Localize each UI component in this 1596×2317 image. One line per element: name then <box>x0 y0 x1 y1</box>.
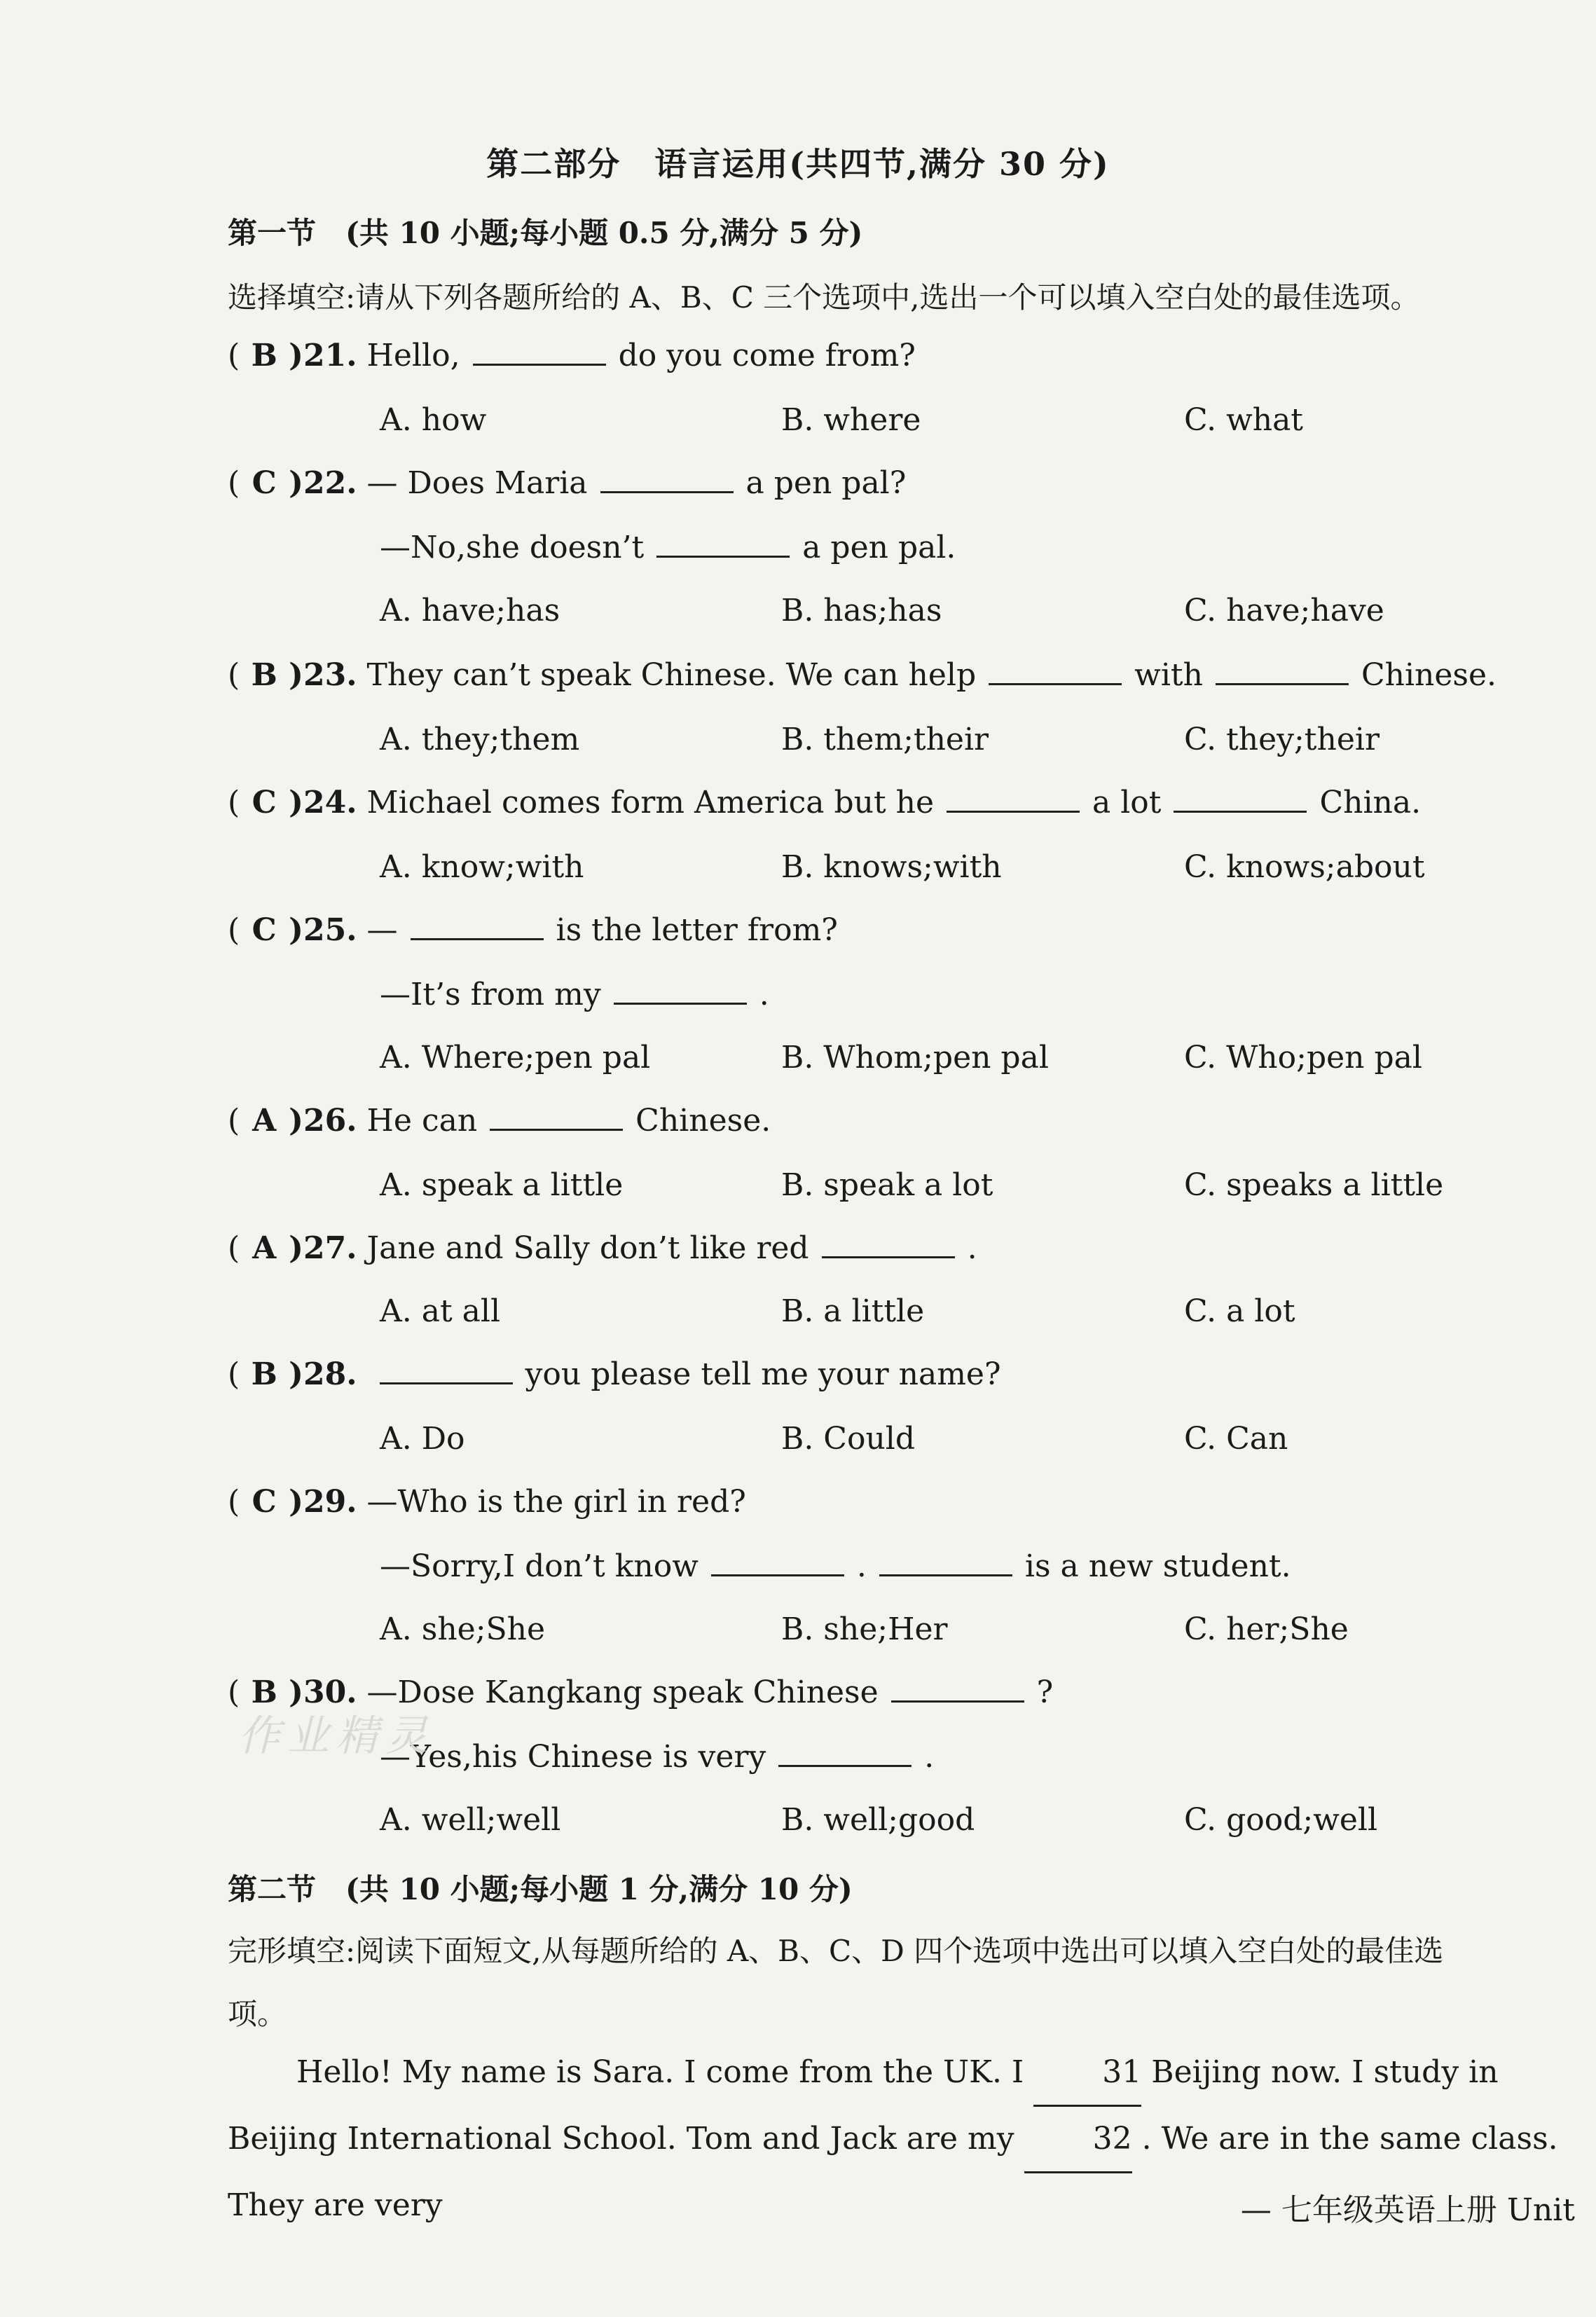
question-25: ( C )25. — is the letter from? <box>228 912 838 948</box>
blank <box>473 338 606 366</box>
option-b: B. a little <box>781 1293 925 1329</box>
blank <box>656 530 790 558</box>
option-a: A. at all <box>380 1293 501 1329</box>
section1-instruction: 选择填空:请从下列各题所给的 A、B、C 三个选项中,选出一个可以填入空白处的最佳选项。 <box>228 280 1420 315</box>
question-21: ( B )21. Hello, do you come from? <box>228 338 916 373</box>
option-b: B. has;has <box>781 593 942 628</box>
question-number: )28. <box>289 1356 357 1392</box>
blank <box>1174 785 1307 813</box>
option-a: A. she;She <box>380 1611 546 1647</box>
question-text: Chinese. <box>1361 657 1497 693</box>
blank <box>1216 658 1349 685</box>
option-c: C. speaks a little <box>1184 1167 1444 1203</box>
question-25-line2 <box>380 977 769 1012</box>
question-30: ( B )30. —Dose Kangkang speak Chinese ? <box>228 1675 1054 1710</box>
cloze-blank-32: 32 <box>1024 2107 1132 2173</box>
question-26: ( A )26. He can Chinese. <box>228 1103 771 1139</box>
question-text: you please tell me your name? <box>525 1356 1001 1392</box>
section2-heading: 第二节 (共 10 小题;每小题 1 分,满分 10 分) <box>228 1872 853 1906</box>
option-b: B. speak a lot <box>781 1167 993 1203</box>
question-number: )29. <box>289 1484 357 1520</box>
section2-instruction-line1: 完形填空:阅读下面短文,从每题所给的 A、B、C、D 四个选项中选出可以填入空白处的最佳选 <box>228 1934 1444 1968</box>
option-b: B. them;their <box>781 722 989 757</box>
blank <box>989 658 1122 685</box>
page-footer: — 七年级英语上册 Unit <box>1240 2192 1575 2228</box>
blank <box>380 1357 513 1384</box>
section2-instruction-line2: 项。 <box>228 1997 287 2031</box>
question-24: ( C )24. Michael comes form America but he a lot China. <box>228 785 1422 820</box>
option-a: A. how <box>380 402 487 438</box>
option-c: C. Who;pen pal <box>1184 1040 1422 1075</box>
question-30-line2 <box>380 1739 934 1775</box>
question-text: —No,she doesn’t <box>380 530 645 565</box>
question-22: ( C )22. — Does Maria a pen pal? <box>228 465 907 501</box>
option-c: C. her;She <box>1184 1611 1349 1647</box>
option-a: A. speak a little <box>380 1167 624 1203</box>
question-text: Jane and Sally don’t like red <box>366 1230 809 1266</box>
answer-23: B <box>251 657 277 693</box>
question-text: . <box>759 977 769 1012</box>
question-number: )25. <box>289 912 357 948</box>
answer-25: C <box>252 912 277 948</box>
question-text: They can’t speak Chinese. We can help <box>366 657 977 693</box>
option-a: A. know;with <box>380 849 584 885</box>
question-number: )26. <box>289 1103 357 1139</box>
question-text: — <box>366 912 398 948</box>
option-c: C. they;their <box>1184 722 1380 757</box>
answer-21: B <box>251 338 277 373</box>
question-text: Michael comes form America but he <box>366 785 935 820</box>
question-text: is the letter from? <box>556 912 838 948</box>
question-text: He can <box>366 1103 478 1139</box>
blank <box>600 466 734 493</box>
passage-text: Hello! My name is Sara. I come from the UK. I <box>296 2054 1024 2090</box>
option-c: C. good;well <box>1184 1802 1378 1838</box>
cloze-blank-31: 31 <box>1033 2040 1141 2107</box>
option-b: B. where <box>781 402 921 438</box>
option-c: C. knows;about <box>1184 849 1425 885</box>
question-text: —Yes,his Chinese is very <box>380 1739 766 1775</box>
question-text: a lot <box>1092 785 1162 820</box>
blank <box>614 977 747 1005</box>
question-text: with <box>1134 657 1203 693</box>
question-text: . <box>924 1739 935 1775</box>
question-text: a pen pal? <box>745 465 907 501</box>
answer-28: B <box>251 1356 277 1392</box>
question-22-line2 <box>380 530 956 565</box>
question-text: —Dose Kangkang speak Chinese <box>366 1675 879 1710</box>
question-text: —It’s from my <box>380 977 601 1012</box>
answer-29: C <box>252 1484 277 1520</box>
answer-27: A <box>252 1230 277 1266</box>
answer-24: C <box>252 785 277 820</box>
question-text: . <box>856 1548 867 1584</box>
question-number: )21. <box>289 338 357 373</box>
question-number: )23. <box>289 657 357 693</box>
option-c: C. Can <box>1184 1421 1288 1457</box>
passage-text: . We are in the same class. They are very <box>228 2121 1558 2223</box>
question-text: — Does Maria <box>366 465 588 501</box>
question-text: Hello, <box>366 338 460 373</box>
option-b: B. knows;with <box>781 849 1002 885</box>
question-text: a pen pal. <box>802 530 956 565</box>
answer-30: B <box>251 1675 277 1710</box>
question-text: —Who is the girl in red? <box>366 1484 746 1520</box>
option-a: A. Do <box>380 1421 465 1457</box>
blank <box>891 1675 1024 1703</box>
option-c: C. have;have <box>1184 593 1384 628</box>
option-a: A. well;well <box>380 1802 561 1838</box>
question-text: —Sorry,I don’t know <box>380 1548 699 1584</box>
question-text: ? <box>1036 1675 1054 1710</box>
blank <box>711 1549 844 1576</box>
question-number: )30. <box>289 1675 357 1710</box>
answer-26: A <box>252 1103 277 1139</box>
option-b: B. well;good <box>781 1802 975 1838</box>
question-number: )22. <box>289 465 357 501</box>
option-a: A. Where;pen pal <box>380 1040 651 1075</box>
option-b: B. Whom;pen pal <box>781 1040 1049 1075</box>
option-a: A. have;has <box>380 593 560 628</box>
question-28: ( B )28. you please tell me your name? <box>228 1356 1001 1392</box>
passage-text: Beijing now. I study in Beijing International School. Tom and Jack are my <box>228 2054 1499 2157</box>
page-title: 第二部分 语言运用(共四节,满分 30 分) <box>486 145 1110 183</box>
answer-22: C <box>252 465 277 501</box>
blank <box>411 913 544 940</box>
question-text: China. <box>1319 785 1422 820</box>
blank <box>778 1740 911 1767</box>
option-a: A. they;them <box>380 722 580 757</box>
watermark-logo: 作业精灵 <box>238 1712 434 1761</box>
option-c: C. a lot <box>1184 1293 1295 1329</box>
option-b: B. she;Her <box>781 1611 948 1647</box>
blank <box>879 1549 1012 1576</box>
question-text: Chinese. <box>635 1103 771 1139</box>
blank <box>822 1231 955 1258</box>
question-number: )27. <box>289 1230 357 1266</box>
blank <box>947 785 1080 813</box>
question-text: is a new student. <box>1024 1548 1291 1584</box>
question-text: . <box>967 1230 977 1266</box>
blank <box>490 1104 623 1131</box>
question-23: ( B )23. They can’t speak Chinese. We can help with Chinese. <box>228 657 1497 693</box>
question-29-line2 <box>380 1548 1291 1584</box>
option-b: B. Could <box>781 1421 916 1457</box>
option-c: C. what <box>1184 402 1303 438</box>
question-27: ( A )27. Jane and Sally don’t like red . <box>228 1230 977 1266</box>
question-29: ( C )29. —Who is the girl in red? <box>228 1484 746 1520</box>
section1-heading: 第一节 (共 10 小题;每小题 0.5 分,满分 5 分) <box>228 216 863 250</box>
question-number: )24. <box>289 785 357 820</box>
question-text: do you come from? <box>618 338 916 373</box>
